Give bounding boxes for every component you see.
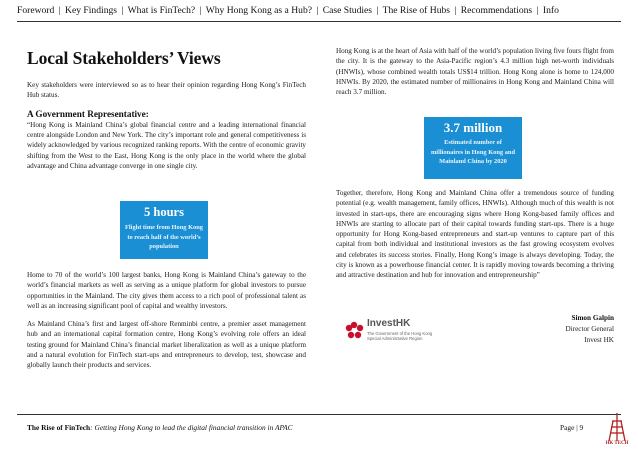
nav-separator: | bbox=[199, 5, 202, 16]
nav-item-info[interactable]: Info bbox=[542, 5, 559, 16]
quote-paragraph: “Hong Kong is Mainland China’s global financial centre and a leading international financial centre alongside London and New York. The city’s important role and general competitiveness is widely acknowledged by various recognized ranking reports. With the centre of economic gravity shifting from the West to the East, Hong Kong is the only place in the world where the global advantage and China advantage converge in one single city. bbox=[27, 120, 306, 171]
bauhinia-icon bbox=[346, 322, 363, 338]
nav-item-foreword[interactable]: Foreword bbox=[17, 5, 55, 16]
footer-title-italic: : Getting Hong Kong to lead the digital financial transition in APAC bbox=[90, 423, 293, 432]
header-rule bbox=[17, 21, 621, 22]
logo-tagline bbox=[367, 331, 432, 341]
top-navigation bbox=[17, 5, 629, 16]
nav-item-rise-of-hubs[interactable]: The Rise of Hubs bbox=[382, 5, 451, 16]
page-number: Page | 9 bbox=[560, 423, 584, 432]
stat-value: 5 hours bbox=[144, 205, 184, 219]
footer-title-bold: The Rise of FinTech bbox=[27, 423, 91, 432]
body-paragraph: Together, therefore, Hong Kong and Mainland China offer a tremendous source of funding potential (e.g. wealth management, family offices, HNWIs). Although much of this wealth is not invested in start-ups, there are encouraging signs where Hong Kong-based family offices and HNWIs are starting to allocate part of their capital towards funding start-ups. There is a huge opportunity for Hong Kong-based entrepreneurs and start-up ventures to capture part of this capital from both individual and institutional investors as the fast growing ecosystem evolves and celebrates its success stories. Finally, Hong Kong’s image is always developing. Today, the city is known as a powerhouse financial center. It is rapidly moving towards becoming a thriving and attractive destination and hub for innovation and entrepreneurship” bbox=[336, 189, 614, 280]
signatory-org: Invest HK bbox=[584, 336, 614, 344]
stat-value: 3.7 million bbox=[443, 120, 503, 135]
nav-separator: | bbox=[376, 5, 379, 16]
right-column-lower bbox=[336, 188, 614, 289]
hk-tech-tower-logo bbox=[603, 411, 631, 449]
logo-tagline-line: The Government of the Hong Kong bbox=[367, 331, 433, 336]
investhk-logo bbox=[345, 318, 445, 346]
nav-separator: | bbox=[58, 5, 61, 16]
body-paragraph: Hong Kong is at the heart of Asia with half of the world’s population living five fours flight from the city. It is the gateway to the Asia-Pacific region’s 4.3 million high net-worth individuals (HNWIs), whose combined wealth totals US$14 trillion. Hong Kong alone is home to 124,000 HNWIs. By 2020, the estimated number of millionaires in Hong Kong and Mainland China will reach 3.7 million. bbox=[336, 47, 614, 97]
signature-block bbox=[566, 313, 615, 346]
stat-box-flight-time bbox=[120, 201, 208, 259]
body-paragraph: As Mainland China’s first and largest off-shore Renminbi centre, a premier asset management hub and an international capital formation centre, Hong Kong’s evolving role offers an ideal testing ground for Mainland China’s financial market liberalization as well as a unique platform and a natural evolution for FinTech start-ups and entrepreneurs to develop, test, showcase and globally launch their products and services. bbox=[27, 320, 306, 370]
left-column-lower bbox=[27, 270, 306, 379]
logo-wordmark: InvestHK bbox=[367, 318, 411, 329]
right-column-upper bbox=[336, 46, 614, 105]
nav-item-what-is-fintech[interactable]: What is FinTech? bbox=[127, 5, 196, 16]
intro-paragraph: Key stakeholders were interviewed so as to hear their opinion regarding Hong Kong’s FinTech Hub status. bbox=[27, 81, 306, 100]
nav-separator: | bbox=[316, 5, 319, 16]
stat-caption: Flight time from Hong Kong to reach half of the world’s population bbox=[125, 224, 203, 251]
footer-title bbox=[27, 423, 293, 432]
nav-item-key-findings[interactable]: Key Findings bbox=[65, 5, 118, 16]
left-column bbox=[27, 80, 306, 179]
stat-caption: Estimated number of millionaires in Hong Kong and Mainland China by 2020 bbox=[430, 139, 516, 166]
nav-item-why-hong-kong[interactable]: Why Hong Kong as a Hub? bbox=[205, 5, 312, 16]
nav-separator: | bbox=[454, 5, 457, 16]
tower-mark-text: HK TECH bbox=[605, 441, 629, 446]
nav-separator: | bbox=[536, 5, 539, 16]
nav-separator: | bbox=[121, 5, 124, 16]
page-title: Local Stakeholders’ Views bbox=[27, 48, 221, 68]
logo-tagline-line: Special Administrative Region bbox=[367, 336, 423, 341]
body-paragraph: Home to 70 of the world’s 100 largest banks, Hong Kong is Mainland China’s gateway to the world’s financial markets as well as serving as a unique platform for global investors to pursue opportunities in the Mainland. The city gives them access to a rich pool of professional talent as well as an increasing significant pool of capital and wealthy investors. bbox=[27, 271, 306, 310]
nav-item-recommendations[interactable]: Recommendations bbox=[460, 5, 533, 16]
signatory-name: Simon Galpin bbox=[571, 314, 614, 322]
footer-rule bbox=[17, 414, 621, 415]
signatory-role: Director General bbox=[565, 325, 614, 333]
stat-box-millionaires bbox=[424, 117, 522, 179]
nav-item-case-studies[interactable]: Case Studies bbox=[322, 5, 373, 16]
section-heading: A Government Representative: bbox=[27, 108, 149, 119]
